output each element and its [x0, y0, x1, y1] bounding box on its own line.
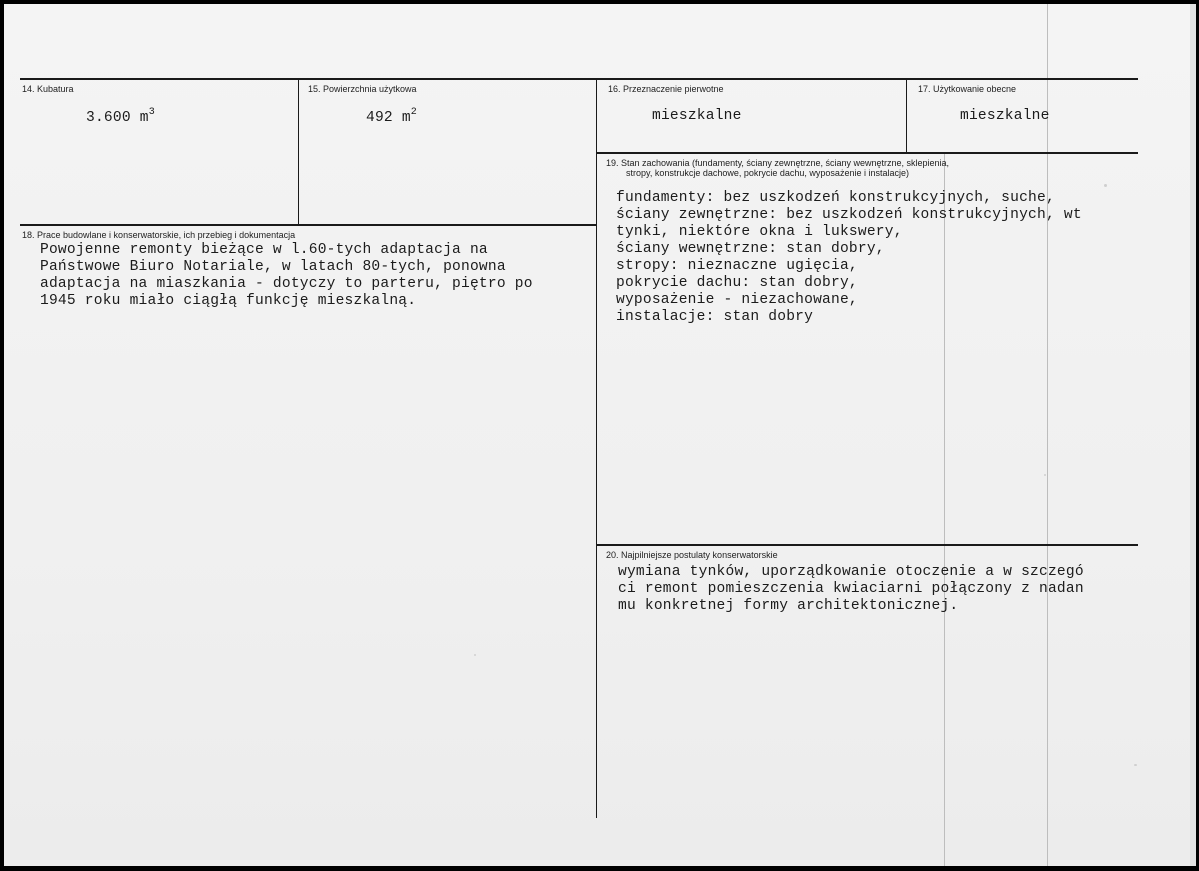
divider-14-15	[298, 78, 299, 224]
powierzchnia-exponent: 2	[410, 107, 417, 118]
postulaty-label: 20. Najpilniejsze postulaty konserwatorskie	[606, 550, 778, 560]
prace-budowlane-label: 18. Prace budowlane i konserwatorskie, ich przebieg i dokumentacja	[22, 230, 296, 240]
prace-budowlane-line: adaptacja na miaszkania - dotyczy to parteru, piętro po	[40, 276, 533, 292]
uzytkowanie-label: 17. Użytkowanie obecne	[918, 84, 1017, 94]
kubatura-number: 3.600 m	[86, 110, 149, 126]
scan-speck	[474, 654, 476, 656]
stan-zachowania-line: instalacje: stan dobry	[616, 309, 814, 325]
przeznaczenie-value: mieszkalne	[652, 108, 742, 124]
stan-zachowania-line: ściany wewnętrzne: stan dobry,	[616, 241, 885, 257]
postulaty-line: wymiana tynków, uporządkowanie otoczenie a w szczegó	[618, 564, 1084, 580]
scan-speck	[1134, 764, 1137, 766]
scan-speck	[1104, 184, 1107, 187]
rule-above-20	[596, 544, 1138, 546]
prace-budowlane-line: Powojenne remonty bieżące w l.60-tych adaptacja na	[40, 242, 488, 258]
divider-16-17	[906, 78, 907, 154]
divider-left-right	[596, 78, 597, 818]
stan-zachowania-line: wyposażenie - niezachowane,	[616, 292, 858, 308]
stan-zachowania-label: 19. Stan zachowania (fundamenty, ściany zewnętrzne, ściany wewnętrzne, sklepienia,	[606, 158, 950, 168]
kubatura-label: 14. Kubatura	[22, 84, 74, 94]
przeznaczenie-label: 16. Przeznaczenie pierwotne	[608, 84, 724, 94]
powierzchnia-number: 492 m	[366, 110, 411, 126]
rule-above-18	[20, 224, 596, 226]
stan-zachowania-line: pokrycie dachu: stan dobry,	[616, 275, 858, 291]
stan-zachowania-label-cont: stropy, konstrukcje dachowe, pokrycie dachu, wyposażenie i instalacje)	[626, 168, 909, 178]
rule-under-16-17	[596, 152, 1138, 154]
powierzchnia-label: 15. Powierzchnia użytkowa	[308, 84, 417, 94]
kubatura-value	[86, 107, 155, 127]
form-sheet	[4, 4, 1190, 866]
kubatura-exponent: 3	[148, 107, 155, 118]
scan-streak	[1047, 4, 1048, 866]
prace-budowlane-line: Państwowe Biuro Notariale, w latach 80-tych, ponowna	[40, 259, 506, 275]
uzytkowanie-value: mieszkalne	[960, 108, 1050, 124]
stan-zachowania-line: stropy: nieznaczne ugięcia,	[616, 258, 858, 274]
scan-streak	[944, 154, 945, 866]
scan-speck	[1044, 474, 1046, 476]
prace-budowlane-line: 1945 roku miało ciągłą funkcję mieszkalną.	[40, 293, 417, 309]
top-rule	[20, 78, 1138, 80]
stan-zachowania-line: tynki, niektóre okna i lukswery,	[616, 224, 903, 240]
powierzchnia-value	[366, 107, 417, 127]
postulaty-line: mu konkretnej formy architektonicznej.	[618, 598, 959, 614]
stan-zachowania-line: ściany zewnętrzne: bez uszkodzeń konstrukcyjnych, wt	[616, 207, 1082, 223]
stan-zachowania-line: fundamenty: bez uszkodzeń konstrukcyjnych, suche,	[616, 190, 1055, 206]
postulaty-line: ci remont pomieszczenia kwiaciarni połączony z nadan	[618, 581, 1084, 597]
